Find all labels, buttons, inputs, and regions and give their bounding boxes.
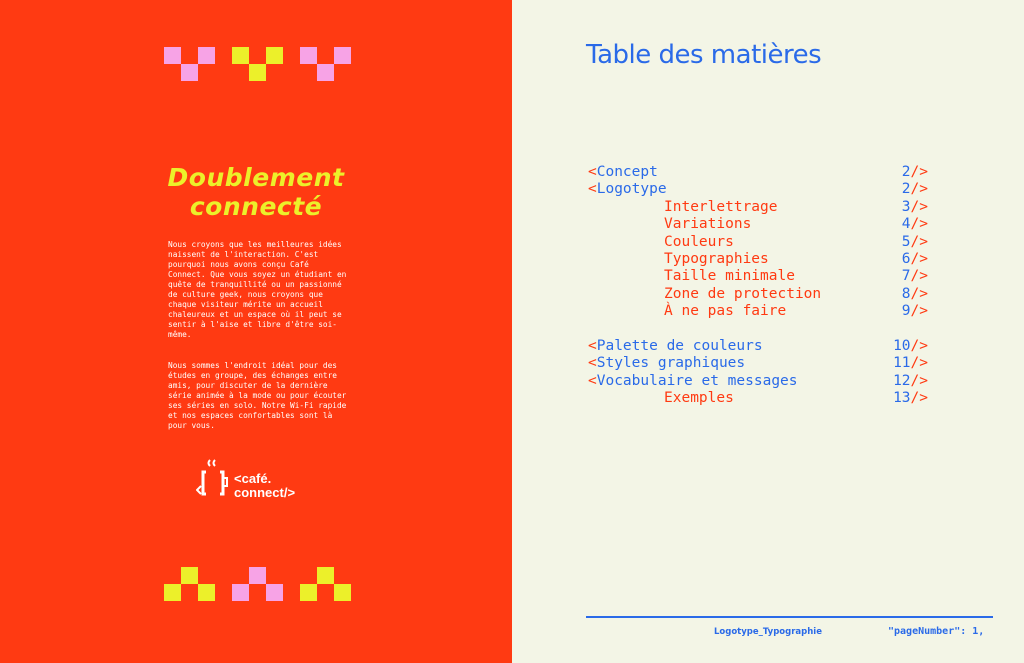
toc-entry-prefix: < [588,372,597,389]
toc-entry-text: Interlettrage [664,198,778,215]
toc-page-number: 2 [901,164,911,180]
headline [140,163,372,221]
toc-page-number: 4 [901,216,911,233]
toc-entry-label [588,373,798,389]
toc-entry[interactable] [588,355,928,372]
toc-entry-page [902,303,928,320]
toc-entry[interactable] [588,164,928,181]
logo-line: <café. [234,471,272,486]
toc-entry-label [664,199,778,216]
toc-entry-text: Logotype [596,181,667,198]
footer-page-number: "pageNumber": 1, [888,626,985,637]
toc-entry-page [902,234,928,251]
pixel-block [181,64,198,81]
toc-entry-prefix: < [588,337,597,354]
toc-entry-text: Taille minimale [664,268,795,285]
toc-page-suffix: /> [910,303,928,320]
toc-spacer [588,321,928,338]
toc-title: Table des matières [586,40,822,70]
toc-page-suffix: /> [910,198,928,215]
pixel-block [300,584,317,601]
toc-entry-label [664,286,821,303]
toc-page-number: 13 [893,390,911,407]
toc-page-suffix: /> [910,372,928,389]
toc-entry[interactable] [588,216,928,233]
headline-line: connecté [189,192,323,221]
pixel-block [164,584,181,601]
toc-page-suffix: /> [910,164,928,180]
toc-entry-label [588,338,763,354]
toc-entry-text: Vocabulaire et messages [596,372,798,389]
intro-paragraph: Nous sommes l'endroit idéal pour des études en groupe, des échanges entre amis, pour discuter de la dernière série animée à la mode ou pour écouter ses séries en solo. Notre Wi-Fi rapide et nos espaces confortables sont là pour vous. [168,361,347,430]
toc-entry-text: Styles graphiques [596,355,746,372]
toc-entry[interactable] [588,251,928,268]
toc-entry-page [893,355,928,372]
toc-entry[interactable] [588,234,928,251]
toc-entry-page [902,251,928,268]
toc-entry-label [664,216,751,233]
toc-page-suffix: /> [910,285,928,302]
toc-entry-page [893,390,928,407]
pixel-block [232,47,249,64]
pixel-block [334,47,351,64]
toc-page-number: 11 [893,355,911,372]
cafe-connect-logo [196,458,326,504]
toc-page-number: 9 [901,303,911,320]
pixel-block [317,64,334,81]
toc-page-number: 2 [901,181,911,198]
toc-entry-text: Variations [664,216,752,233]
pixel-block [266,47,283,64]
toc-entry-label [664,251,769,268]
toc-entry-prefix: < [588,355,597,372]
logo-wordmark [234,472,295,500]
toc-page-number: 8 [901,285,911,302]
toc-entry-prefix: < [588,181,597,198]
toc-entry-text: Zone de protection [664,285,822,302]
toc-entry[interactable] [588,303,928,320]
pixel-block [164,47,181,64]
toc-page-number: 6 [901,250,911,267]
footer-section-label: Logotype_Typographie [714,627,822,637]
toc-page-suffix: /> [910,390,928,407]
coffee-cup-icon [196,458,232,502]
intro-paragraph: Nous croyons que les meilleures idées naissent de l'interaction. C'est pourquoi nous avons conçu Café Connect. Que vous soyez un étudiant en quête de tranquillité ou un passionné de culture geek, nous croyons que chaque visiteur mérite un accueil chaleureux et un espace où il peut se sentir à l'aise et libre d'être soi-même. [168,240,347,339]
pixel-block [198,47,215,64]
toc-page-number: 7 [901,268,911,285]
toc-entry[interactable] [588,286,928,303]
toc-entry-label [588,164,658,180]
toc-entry-label [588,181,667,197]
toc-entry-label [664,268,795,285]
table-of-contents [588,164,928,407]
headline-line: Doublement [167,163,345,192]
pixel-block [266,584,283,601]
toc-page-suffix: /> [910,337,928,354]
toc-entry-text: Couleurs [664,233,734,250]
pixel-block [181,567,198,584]
toc-entry-text: Concept [596,164,658,180]
toc-page-number: 3 [901,198,911,215]
toc-entry[interactable] [588,181,928,198]
pixel-block [198,584,215,601]
pixel-block [232,584,249,601]
toc-entry-page [902,268,928,285]
toc-entry-text: Palette de couleurs [596,337,763,354]
toc-entry-text: Exemples [664,390,734,407]
toc-page-suffix: /> [910,250,928,267]
toc-entry-page [902,181,928,198]
toc-page-suffix: /> [910,181,928,198]
toc-entry-prefix: < [588,164,597,180]
toc-entry-page [893,338,928,355]
toc-entry-page [893,373,928,390]
toc-page-suffix: /> [910,216,928,233]
toc-page-suffix: /> [910,233,928,250]
toc-entry[interactable] [588,199,928,216]
pixel-block [300,47,317,64]
toc-entry-label [664,234,734,251]
footer-divider [586,616,993,618]
toc-page-number: 10 [893,337,911,354]
pixel-block [334,584,351,601]
logo-line: connect/> [234,485,296,500]
pixel-block [317,567,334,584]
toc-page-suffix: /> [910,355,928,372]
pixel-block [249,567,266,584]
toc-page-number: 12 [893,372,911,389]
toc-entry-page [902,199,928,216]
toc-entry-text: À ne pas faire [664,303,787,320]
toc-entry-label [588,355,745,371]
pixel-block [249,64,266,81]
toc-page-suffix: /> [910,268,928,285]
toc-entry[interactable] [588,268,928,285]
toc-page-number: 5 [901,233,911,250]
toc-entry[interactable] [588,390,928,407]
toc-entry-text: Typographies [664,250,769,267]
toc-entry-page [902,286,928,303]
toc-entry[interactable] [588,338,928,355]
toc-entry-label [664,390,734,407]
toc-entry-page [902,216,928,233]
toc-entry[interactable] [588,373,928,390]
toc-entry-page [902,164,928,181]
toc-entry-label [664,303,786,320]
